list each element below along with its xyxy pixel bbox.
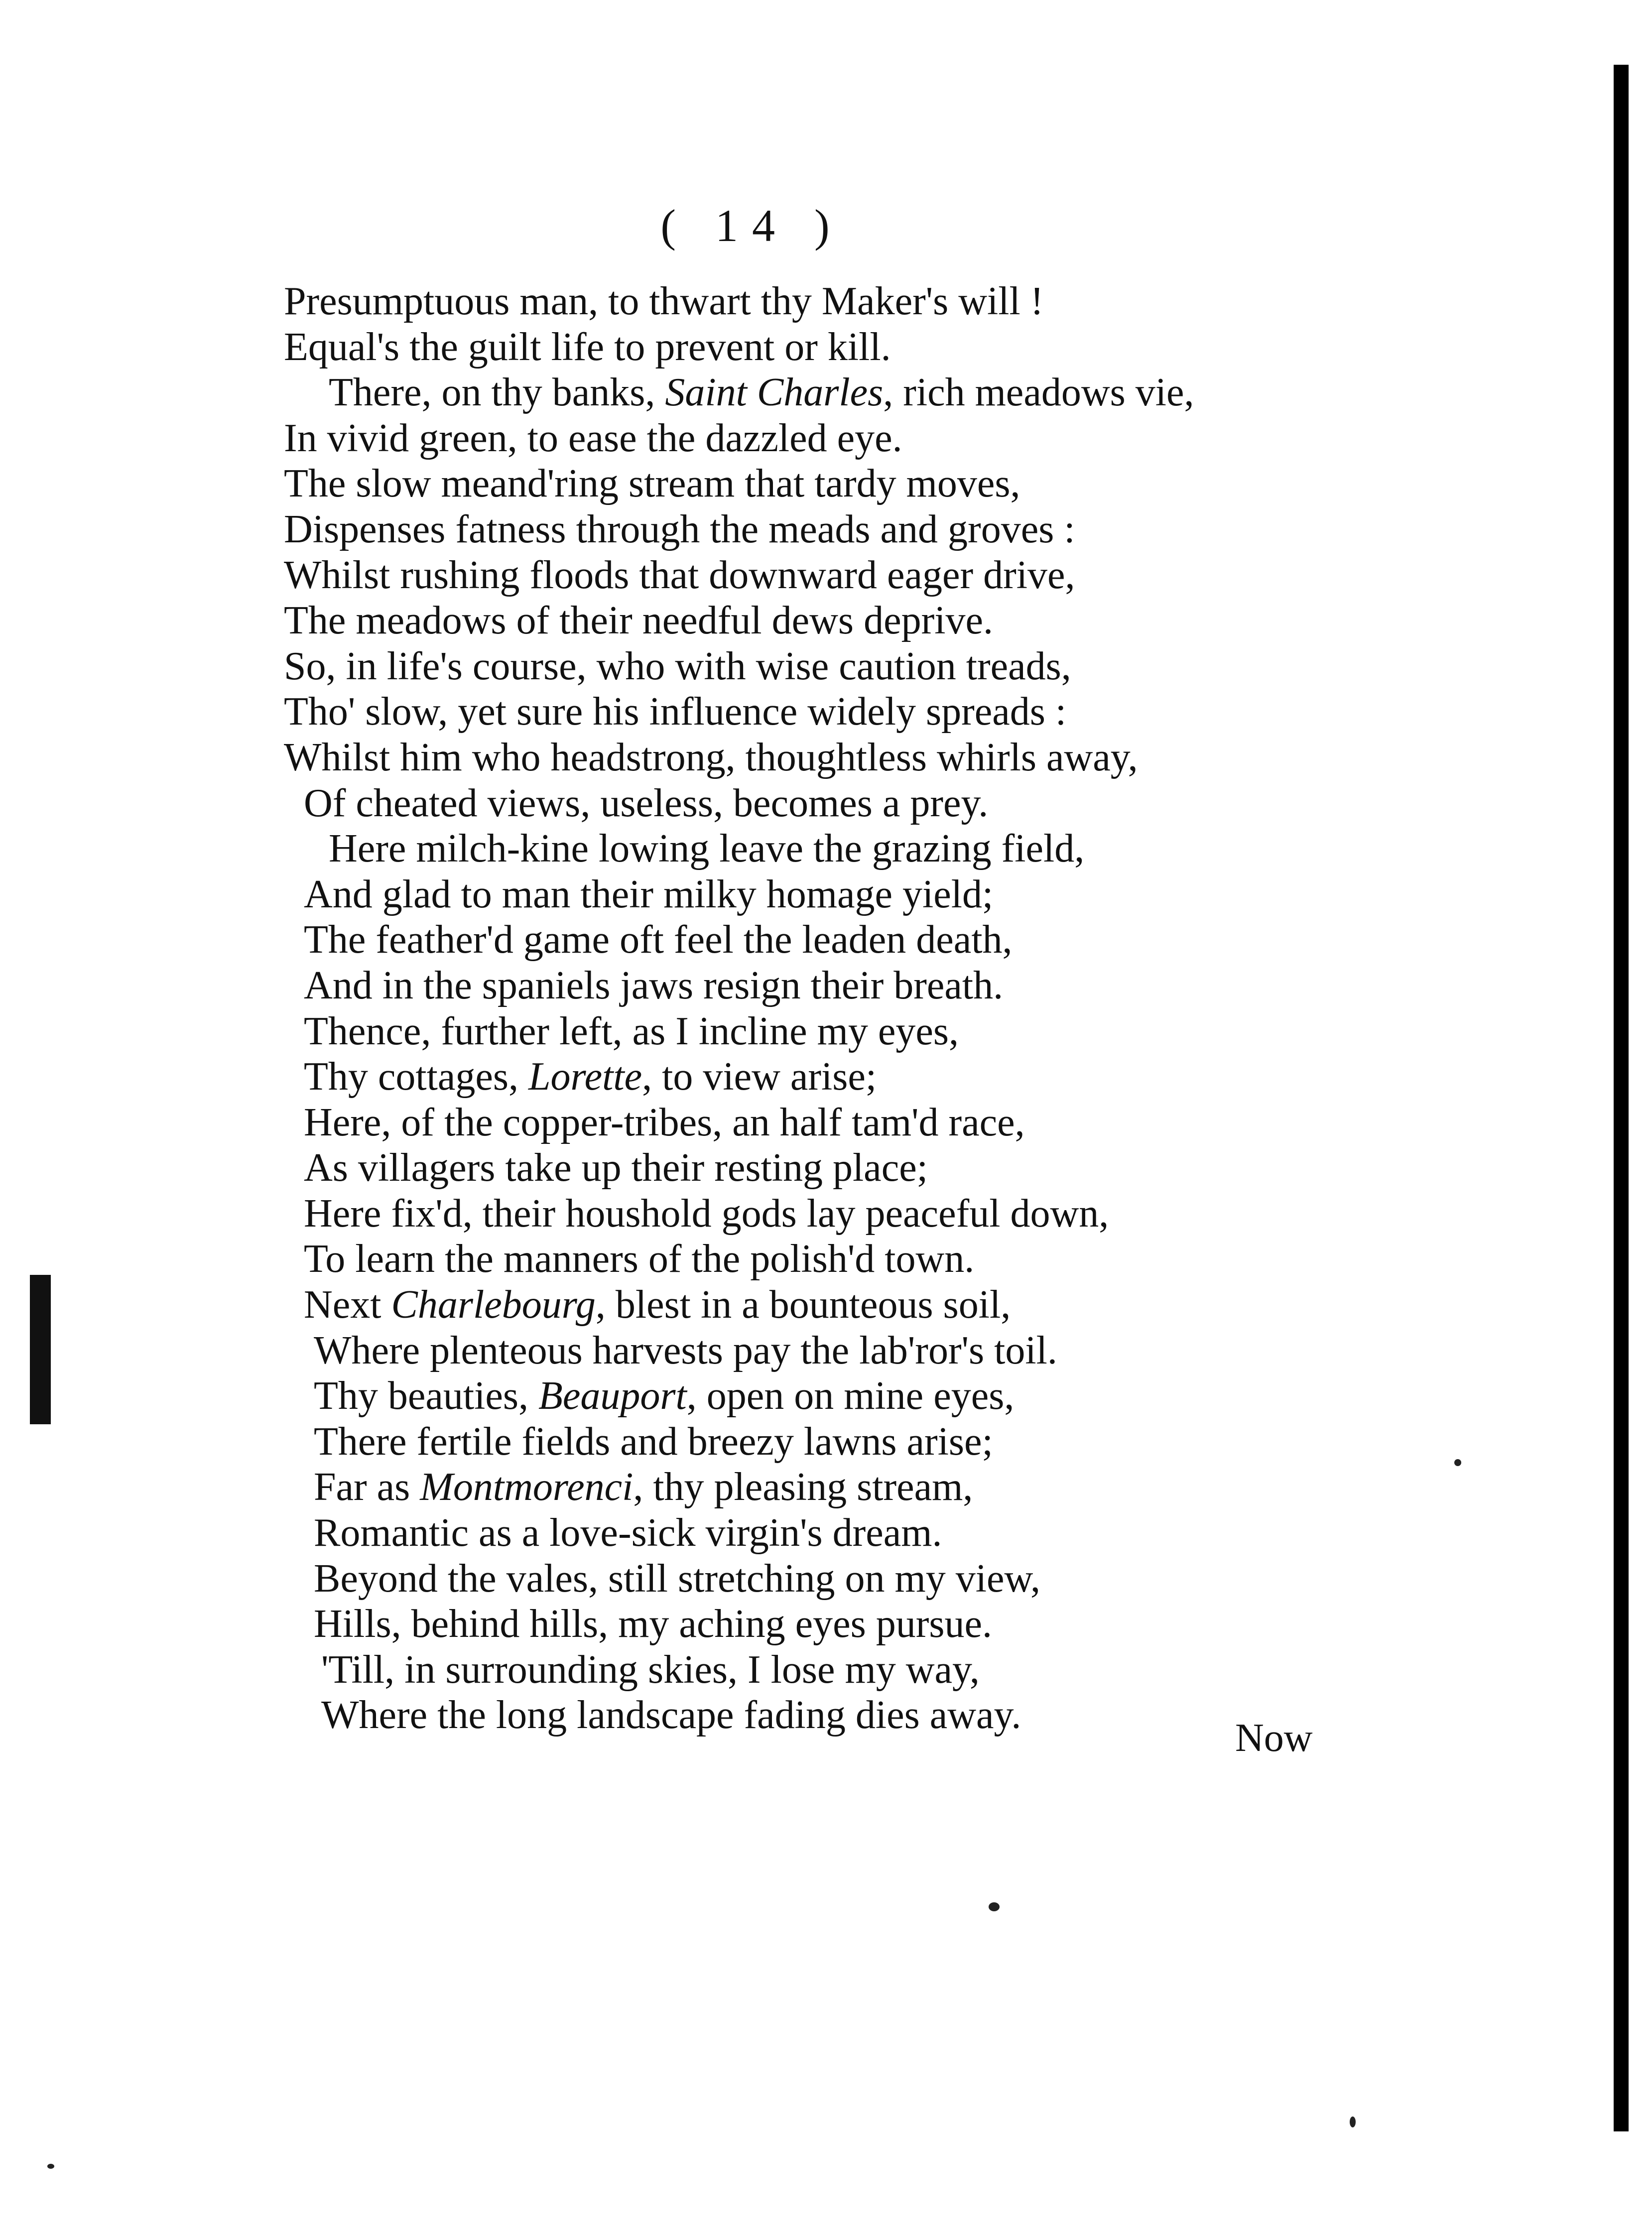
line-text: Where plenteous harvests pay the lab'ror's toil. [314,1328,1057,1372]
poem-line [284,917,1380,963]
line-text: Dispenses fatness through the meads and groves : [284,507,1075,551]
poem-line [284,644,1380,690]
poem-line [284,735,1380,781]
line-text: Tho' slow, yet sure his influence widely spreads : [284,690,1067,734]
poem-text [284,279,1380,1738]
poem-line [284,872,1380,918]
line-text: And glad to man their milky homage yield; [304,872,994,916]
line-text: Whilst him who headstrong, thoughtless whirls away, [284,735,1138,779]
line-text: So, in life's course, who with wise caution treads, [284,644,1071,688]
line-text: Romantic as a love-sick virgin's dream. [314,1511,942,1555]
line-text: As villagers take up their resting place; [304,1146,928,1190]
poem-line [284,826,1380,872]
poem-line [284,1009,1380,1055]
line-text: Thy cottages, [304,1055,528,1099]
line-text: , blest in a bounteous soil, [595,1283,1011,1327]
line-text: In vivid green, to ease the dazzled eye. [284,416,902,460]
italic-name: Charlebourg [391,1283,596,1327]
poem-line [284,1693,1380,1738]
poem-line [284,325,1380,371]
line-text: Equal's the guilt life to prevent or kill. [284,325,891,369]
line-text: Hills, behind hills, my aching eyes pursue. [314,1602,993,1646]
poem-line [284,1556,1380,1602]
line-text: There, on thy banks, [329,371,665,415]
catchword: Now [1235,1716,1313,1760]
italic-name: Montmorenci [420,1465,634,1509]
italic-name: Beauport [538,1374,687,1418]
line-text: Far as [314,1465,420,1509]
line-text: Beyond the vales, still stretching on my view, [314,1556,1041,1601]
line-text: The feather'd game oft feel the leaden death, [304,918,1013,962]
ink-speck [1350,2116,1356,2127]
poem-line [284,370,1380,416]
poem-line [284,553,1380,599]
poem-line [284,1419,1380,1465]
poem-line [284,1054,1380,1100]
page-number: ( 14 ) [660,200,844,251]
poem-line [284,689,1380,735]
poem-line [284,1328,1380,1374]
poem-line [284,963,1380,1009]
ink-speck [989,1902,1000,1911]
poem-line [284,598,1380,644]
page-edge-shadow-left [30,1275,51,1424]
poem-line [284,1100,1380,1146]
line-text: The meadows of their needful dews deprive. [284,599,993,643]
poem-line [284,1145,1380,1191]
line-text: Thence, further left, as I incline my eyes, [304,1009,959,1053]
line-text: Next [304,1283,391,1327]
line-text: Presumptuous man, to thwart thy Maker's will ! [284,279,1044,323]
line-text: 'Till, in surrounding skies, I lose my way, [321,1647,980,1692]
line-text: Of cheated views, useless, becomes a prey. [304,781,989,825]
poem-line [284,416,1380,462]
line-text: To learn the manners of the polish'd town. [304,1237,975,1281]
poem-line [284,1373,1380,1419]
poem-line [284,1282,1380,1328]
poem-line [284,1602,1380,1647]
italic-name: Lorette [528,1055,642,1099]
line-text: There fertile fields and breezy lawns arise; [314,1419,993,1464]
poem-line [284,1647,1380,1693]
poem-line [284,461,1380,507]
line-text: Whilst rushing floods that downward eager drive, [284,553,1075,597]
ink-speck [1454,1459,1461,1466]
line-text: Here milch-kine lowing leave the grazing field, [329,827,1085,871]
line-text: , rich meadows vie, [883,371,1194,415]
italic-name: Saint Charles [665,371,884,415]
poem-line [284,1237,1380,1282]
poem-line [284,1510,1380,1556]
line-text: Thy beauties, [314,1374,538,1418]
line-text: , to view arise; [642,1055,877,1099]
poem-line [284,507,1380,553]
line-text: And in the spaniels jaws resign their breath. [304,963,1004,1007]
line-text: Here fix'd, their houshold gods lay peaceful down, [304,1191,1109,1236]
poem-line [284,781,1380,827]
page-edge-shadow-right [1614,65,1629,2131]
line-text: , open on mine eyes, [686,1374,1015,1418]
line-text: The slow meand'ring stream that tardy moves, [284,462,1020,506]
line-text: , thy pleasing stream, [633,1465,973,1509]
poem-line [284,1465,1380,1510]
ink-speck [47,2164,54,2169]
line-text: Where the long landscape fading dies away. [321,1693,1021,1738]
line-text: Here, of the copper-tribes, an half tam'd race, [304,1100,1025,1144]
poem-line [284,279,1380,325]
poem-line [284,1191,1380,1237]
